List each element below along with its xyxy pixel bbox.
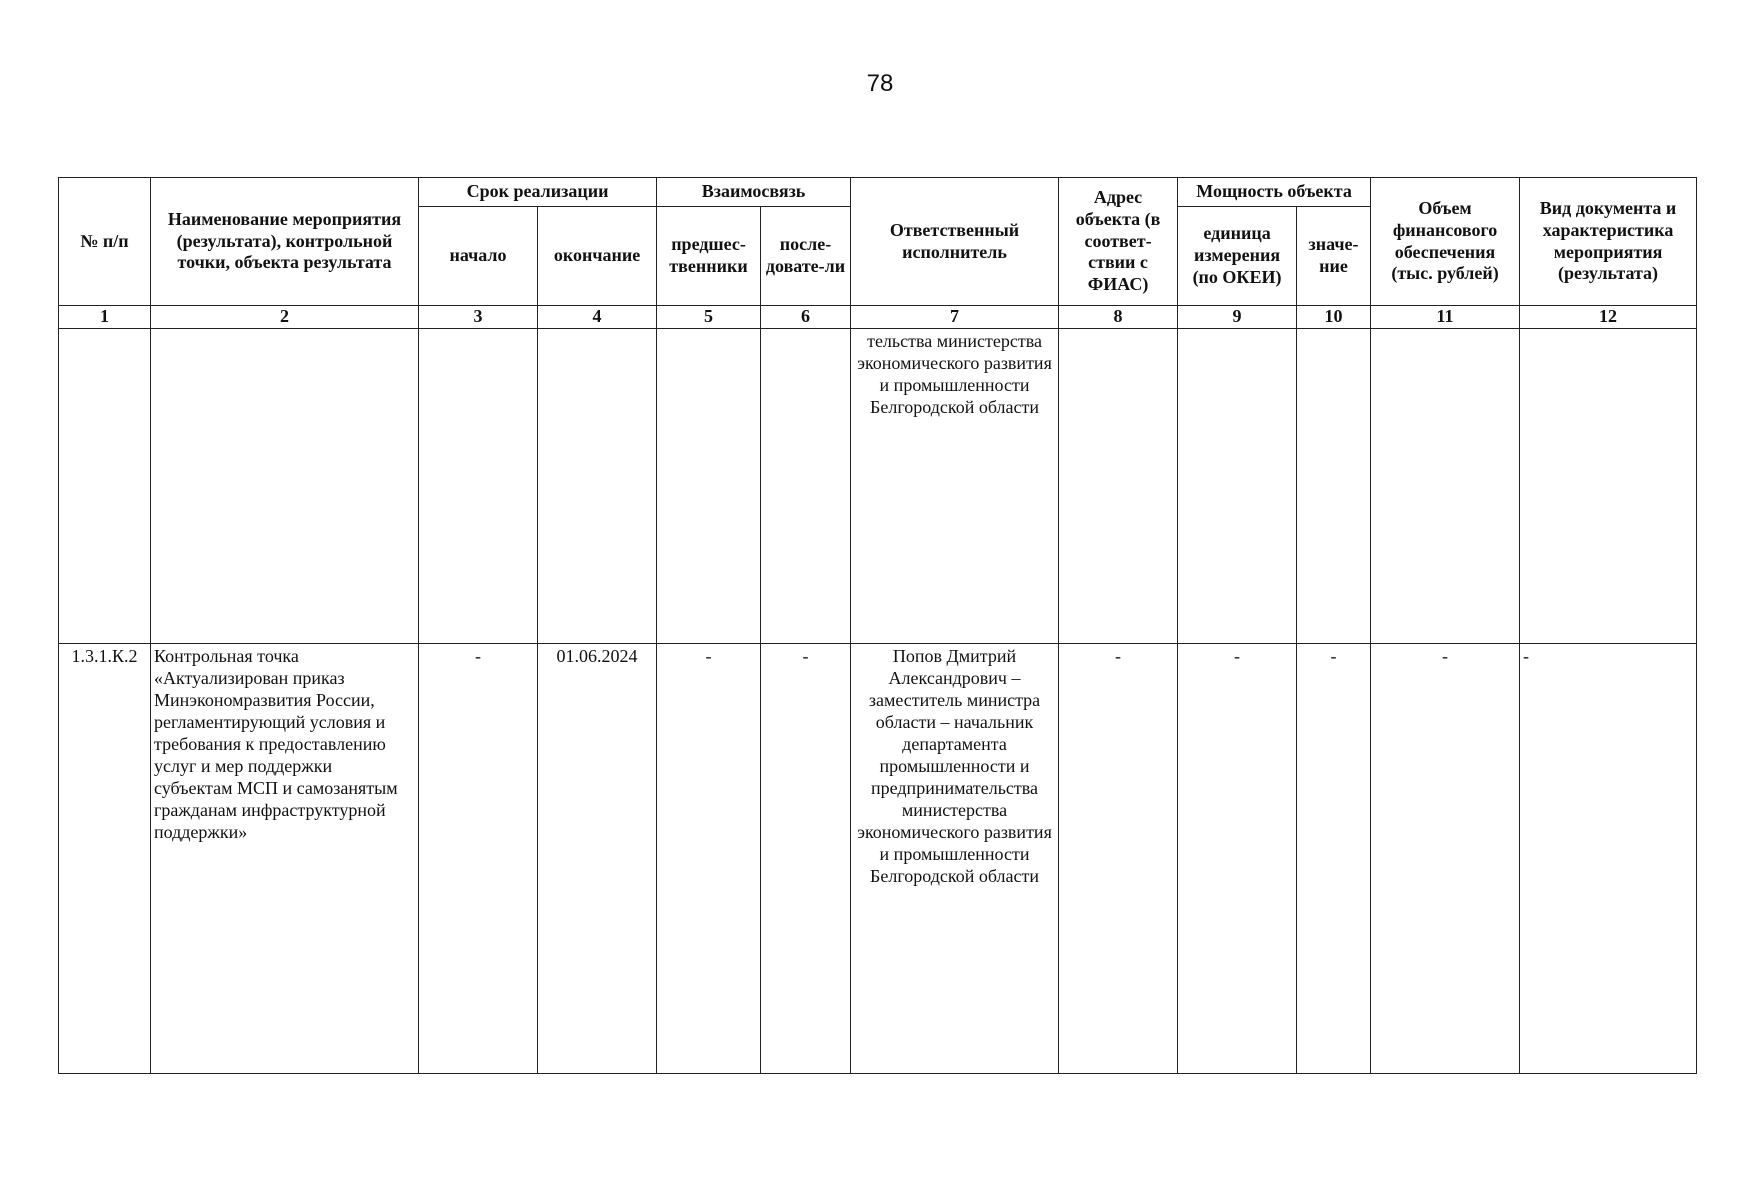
header-capacity: Мощность объекта	[1178, 178, 1371, 207]
cell-name: Контрольная точка «Актуализирован приказ Минэкономразвития России, регламентирующий условия и требования к предоставлению услуг и мер поддержки субъектам МСП и самозанятым гражданам инфраструктурной поддержки»	[151, 644, 419, 1074]
cell-empty	[59, 329, 151, 644]
cell-predecessors: -	[657, 644, 761, 1074]
column-number: 8	[1059, 306, 1178, 329]
table-body	[59, 329, 1697, 1074]
header-start: начало	[419, 207, 538, 306]
table-row-continuation	[59, 329, 1697, 644]
header-unit: единица измерения (по ОКЕИ)	[1178, 207, 1297, 306]
column-number: 3	[419, 306, 538, 329]
header-predecessors: предшес-твенники	[657, 207, 761, 306]
column-number: 9	[1178, 306, 1297, 329]
column-number: 5	[657, 306, 761, 329]
header-number: № п/п	[59, 178, 151, 306]
column-number: 12	[1520, 306, 1697, 329]
cell-funding: -	[1371, 644, 1520, 1074]
column-number: 2	[151, 306, 419, 329]
cell-empty	[151, 329, 419, 644]
header-relation: Взаимосвязь	[657, 178, 851, 207]
column-number: 6	[761, 306, 851, 329]
column-number-row	[59, 306, 1697, 329]
cell-empty	[1178, 329, 1297, 644]
cell-empty	[1297, 329, 1371, 644]
header-responsible: Ответственный исполнитель	[851, 178, 1059, 306]
table-row	[59, 644, 1697, 1074]
header-end: окончание	[538, 207, 657, 306]
header-doc-type: Вид документа и характеристика мероприятия (результата)	[1520, 178, 1697, 306]
cell-end: 01.06.2024	[538, 644, 657, 1074]
cell-start: -	[419, 644, 538, 1074]
header-address: Адрес объекта (в соответ-ствии с ФИАС)	[1059, 178, 1178, 306]
cell-responsible: Попов Дмитрий Александрович – заместитель министра области – начальник департамента промышленности и предпринимательства министерства экономического развития и промышленности Белгородской области	[851, 644, 1059, 1074]
cell-unit: -	[1178, 644, 1297, 1074]
cell-empty	[657, 329, 761, 644]
cell-empty	[1371, 329, 1520, 644]
cell-empty	[538, 329, 657, 644]
column-number: 11	[1371, 306, 1520, 329]
cell-number: 1.3.1.К.2	[59, 644, 151, 1074]
header-period: Срок реализации	[419, 178, 657, 207]
cell-empty	[1059, 329, 1178, 644]
header-value: значе-ние	[1297, 207, 1371, 306]
cell-address: -	[1059, 644, 1178, 1074]
cell-doc-type: -	[1520, 644, 1697, 1074]
column-number: 1	[59, 306, 151, 329]
column-number: 7	[851, 306, 1059, 329]
page-number: 78	[866, 70, 894, 97]
cell-empty	[761, 329, 851, 644]
header-successors: после-довате-ли	[761, 207, 851, 306]
header-row-top	[59, 178, 1697, 207]
cell-responsible-continued: тельства министерства экономического развития и промышленности Белгородской области	[851, 329, 1059, 644]
header-name: Наименование мероприятия (результата), контрольной точки, объекта результата	[151, 178, 419, 306]
column-number: 4	[538, 306, 657, 329]
cell-empty	[419, 329, 538, 644]
column-number: 10	[1297, 306, 1371, 329]
cell-successors: -	[761, 644, 851, 1074]
cell-empty	[1520, 329, 1697, 644]
cell-value: -	[1297, 644, 1371, 1074]
table-header	[59, 178, 1697, 329]
header-funding: Объем финансового обеспечения (тыс. рублей)	[1371, 178, 1520, 306]
activity-plan-table	[58, 177, 1697, 1074]
